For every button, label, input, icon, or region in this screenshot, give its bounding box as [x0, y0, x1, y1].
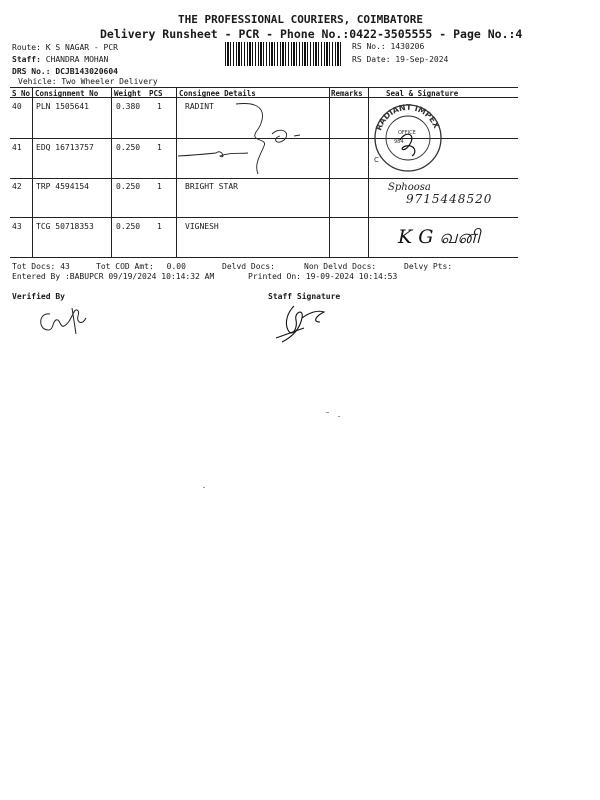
cell-consignment: PLN 1505641 [36, 102, 89, 111]
delvy-pts-label: Delvy Pts: [404, 262, 453, 271]
drs-value: DCJB143020604 [55, 67, 118, 76]
cod-value: 0.00 [166, 262, 186, 271]
cell-weight: 0.250 [116, 182, 141, 191]
verified-signature [34, 300, 94, 340]
rs-no-line [352, 42, 424, 51]
scan-speck [338, 416, 340, 417]
handwritten-signature: K G வனி [398, 226, 481, 248]
svg-text:RADIANT IMPEX [374, 103, 441, 132]
tot-docs-label: Tot Docs: [12, 262, 56, 271]
row-divider [10, 217, 518, 218]
stamp-number-text: 984 [394, 139, 404, 145]
handwritten-phone: 9715448520 [406, 192, 493, 206]
cell-consignee: BRIGHT STAR [185, 182, 238, 191]
footer-totals [12, 262, 70, 271]
scan-speck [326, 412, 329, 413]
col-header-sno: S No [12, 89, 31, 98]
footer-cod [96, 262, 186, 271]
stamp-office-text: OFFICE [398, 130, 416, 136]
staff-label: Staff: [12, 55, 41, 64]
tot-docs-value: 43 [60, 262, 70, 271]
rs-date-label: RS Date: [352, 55, 391, 64]
staff-value: CHANDRA MOHAN [45, 55, 109, 64]
cod-label: Tot COD Amt: [96, 262, 154, 271]
vehicle-line [18, 77, 158, 86]
staff-line [12, 55, 108, 64]
cell-consignee: RADINT [185, 102, 214, 111]
non-delvd-docs-label: Non Delvd Docs: [304, 262, 377, 271]
verified-by-label: Verified By [12, 292, 65, 301]
rs-date-value: 19-Sep-2024 [395, 55, 449, 64]
cell-sno: 43 [12, 222, 22, 231]
runsheet-subtitle: Delivery Runsheet - PCR - Phone No.:0422-3505555 - Page No.:4 [100, 27, 523, 41]
cell-pcs: 1 [157, 102, 162, 111]
table-bottom-border [10, 257, 518, 258]
drs-line [12, 67, 118, 76]
company-title: THE PROFESSIONAL COURIERS, COIMBATORE [178, 13, 424, 26]
cell-sno: 40 [12, 102, 22, 111]
col-header-remarks: Remarks [331, 89, 363, 98]
cell-weight: 0.380 [116, 102, 141, 111]
cell-sno: 42 [12, 182, 22, 191]
cell-pcs: 1 [157, 182, 162, 191]
staff-signature [274, 298, 344, 348]
cell-consignment: TCG 50718353 [36, 222, 94, 231]
col-header-weight: Weight [114, 89, 142, 98]
route-value: K S NAGAR - PCR [45, 43, 118, 52]
drs-label: DRS No.: [12, 67, 51, 76]
col-header-pcs: PCS [149, 89, 163, 98]
cell-sno: 41 [12, 143, 22, 152]
handwriting-scribble [176, 98, 336, 178]
col-header-consignee: Consignee Details [179, 89, 256, 98]
scan-speck [203, 487, 205, 488]
stamp-top-text: RADIANT IMPEX [374, 102, 442, 132]
cell-pcs: 1 [157, 222, 162, 231]
col-divider [368, 87, 369, 257]
row-divider [10, 178, 518, 179]
printed-on: Printed On: 19-09-2024 10:14:53 [248, 272, 398, 281]
delvd-docs-label: Delvd Docs: [222, 262, 275, 271]
entered-by: Entered By :BABUPCR 09/19/2024 10:14:32 AM [12, 272, 215, 281]
barcode-image [225, 42, 343, 66]
col-divider [111, 87, 112, 257]
vehicle-value: Two Wheeler Delivery [61, 77, 158, 86]
rs-no-label: RS No.: [352, 42, 386, 51]
handwritten-name: Sphoosa [388, 182, 431, 193]
cell-pcs: 1 [157, 143, 162, 152]
cell-weight: 0.250 [116, 143, 141, 152]
col-header-consignment: Consignment No [35, 89, 99, 98]
col-header-seal: Seal & Signature [386, 89, 459, 98]
rs-no-value: 1430206 [390, 42, 425, 51]
vehicle-label: Vehicle: [18, 77, 57, 86]
cell-consignment: TRP 4594154 [36, 182, 89, 191]
col-divider [32, 87, 33, 257]
company-seal-stamp [370, 100, 450, 176]
route-label: Route: [12, 43, 41, 52]
table-top-border [10, 87, 518, 88]
cell-consignee: VIGNESH [185, 222, 219, 231]
rs-date-line [352, 55, 448, 64]
staff-signature-label: Staff Signature [268, 292, 341, 301]
stamp-bottom-text: C [374, 156, 379, 164]
cell-weight: 0.250 [116, 222, 141, 231]
cell-consignment: EDQ 16713757 [36, 143, 94, 152]
route-line [12, 43, 118, 52]
